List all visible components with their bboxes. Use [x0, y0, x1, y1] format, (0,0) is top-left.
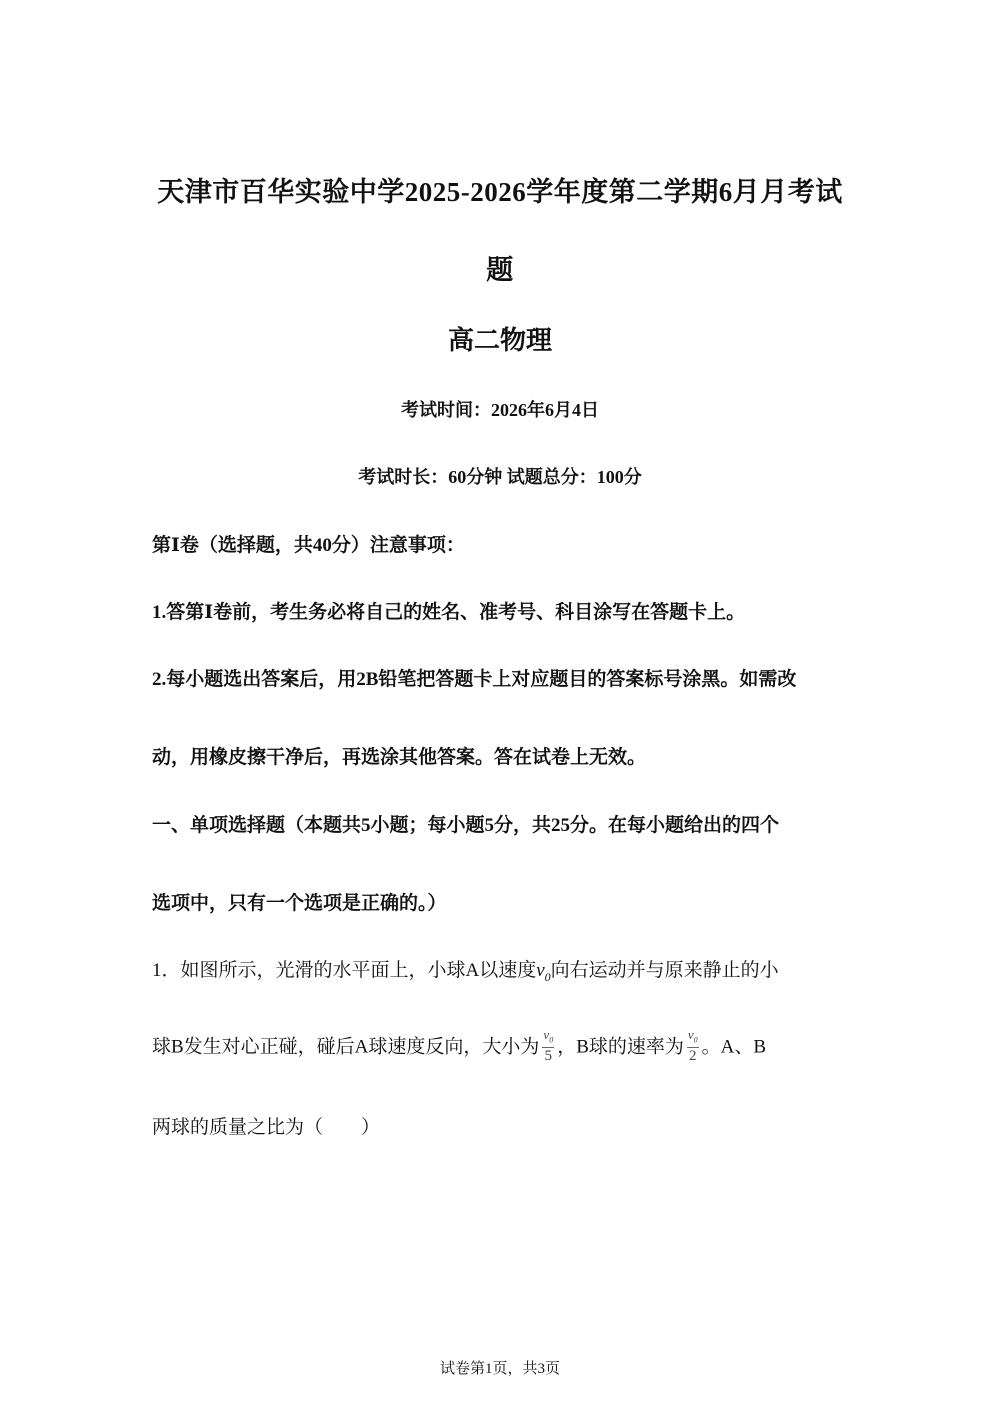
question-1-line2 — [152, 1027, 852, 1067]
exam-title-line1: 天津市百华实验中学2025-2026学年度第二学期6月月考试 — [157, 177, 843, 207]
exam-title-line2: 题 — [486, 255, 514, 285]
fraction-v0-over-2: $\frac{v_0}{2}$ — [687, 1027, 698, 1064]
question-1-text: 球B发生对心正碰，碰后A球速度反向，大小为 — [152, 1036, 540, 1058]
velocity-symbol: $v_0$ — [536, 960, 551, 984]
notice-item-2-line2: 动，用橡皮擦干净后，再选涂其他答案。答在试卷上无效。 — [152, 747, 647, 768]
question-1-line3: 两球的质量之比为（ ） — [152, 1117, 381, 1138]
notice-item-1: 1.答第Ⅰ卷前，考生务必将自己的姓名、准考号、科目涂写在答题卡上。 — [152, 602, 746, 623]
fraction-v0-over-5: $\frac{v_0}{5}$ — [543, 1027, 554, 1064]
question-1-line1 — [152, 955, 852, 985]
exam-date: 考试时间：2026年6月4日 — [401, 400, 599, 420]
question-1-text: 。A、B — [701, 1036, 767, 1058]
question-1-text: 1．如图所示，光滑的水平面上，小球A以速度 — [152, 960, 537, 981]
exam-duration-score: 考试时长：60分钟 试题总分：100分 — [358, 467, 642, 487]
section-1-heading-line1: 一、单项选择题（本题共5小题；每小题5分，共25分。在每小题给出的四个 — [152, 815, 780, 836]
notice-item-2-line1: 2.每小题选出答案后，用2B铅笔把答题卡上对应题目的答案标号涂黑。如需改 — [152, 669, 797, 690]
page-footer: 试卷第1页，共3页 — [439, 1361, 560, 1377]
section-1-heading-line2: 选项中，只有一个选项是正确的。） — [152, 893, 447, 914]
subject-title: 高二物理 — [447, 326, 552, 355]
notice-heading: 第Ⅰ卷（选择题，共40分）注意事项： — [152, 535, 465, 556]
question-1-text: 向右运动并与原来静止的小 — [550, 960, 779, 981]
question-1-text: ，B球的速率为 — [557, 1036, 684, 1058]
